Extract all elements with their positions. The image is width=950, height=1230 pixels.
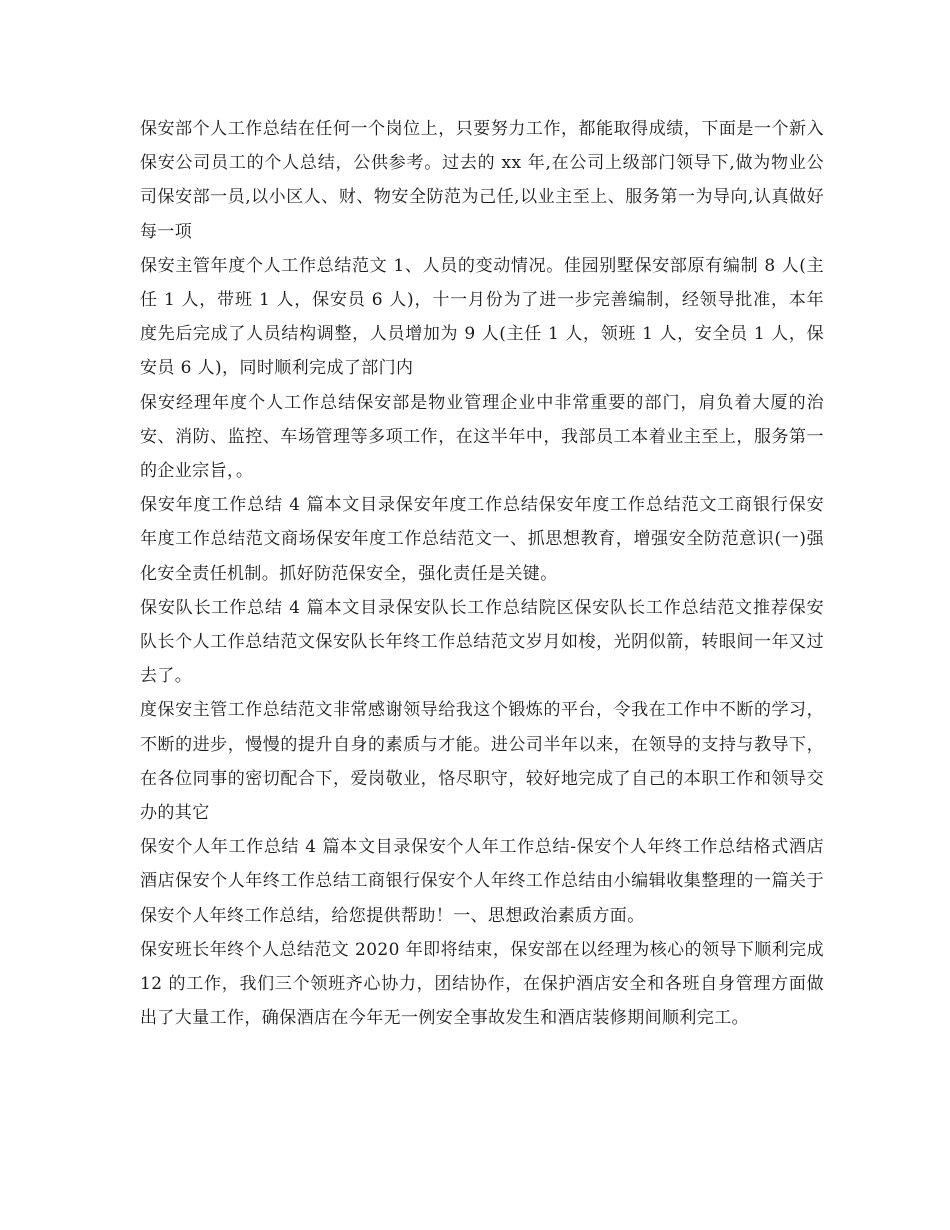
paragraph-8: 保安班长年终个人总结范文 2020 年即将结束，保安部在以经理为核心的领导下顺利完成 12 的工作，我们三个领班齐心协力，团结协作，在保护酒店安全和各班自身管理方面做出了大量工作，确保酒店在今年无一例安全事故发生和酒店装修期间顺利完工。 [140,939,824,1029]
document-body [140,112,824,1035]
paragraph-2: 保安主管年度个人工作总结范文 1、人员的变动情况。佳园别墅保安部原有编制 8 人(主任 1 人，带班 1 人，保安员 6 人)，十一月份为了进一步完善编制，经领导批准，本年度先后完成了人员结构调整，人员增加为 9 人(主任 1 人，领班 1 人，安全员 1 人，保安员 6 人)，同时顺利完成了部门内 [140,255,824,379]
paragraph-1: 保安部个人工作总结在任何一个岗位上，只要努力工作，都能取得成绩，下面是一个新入保安公司员工的个人总结，公供参考。过去的 xx 年,在公司上级部门领导下,做为物业公司保安部一员,以小区人、财、物安全防范为己任,以业主至上、服务第一为导向,认真做好每一项 [140,119,824,242]
paragraph-6: 度保安主管工作总结范文非常感谢领导给我这个锻炼的平台，令我在工作中不断的学习，不断的进步，慢慢的提升自身的素质与才能。进公司半年以来，在领导的支持与教导下，在各位同事的密切配合下，爱岗敬业，恪尽职守，较好地完成了自己的本职工作和领导交办的其它 [140,700,824,824]
paragraph-7: 保安个人年工作总结 4 篇本文目录保安个人年工作总结-保安个人年终工作总结格式酒店酒店保安个人年终工作总结工商银行保安个人年终工作总结由小编辑收集整理的一篇关于保安个人年终工作总结，给您提供帮助！一、思想政治素质方面。 [140,837,824,926]
paragraph-5: 保安队长工作总结 4 篇本文目录保安队长工作总结院区保安队长工作总结范文推荐保安队长个人工作总结范文保安队长年终工作总结范文岁月如梭，光阴似箭，转眼间一年又过去了。 [140,597,824,687]
paragraph-3: 保安经理年度个人工作总结保安部是物业管理企业中非常重要的部门，肩负着大厦的治安、消防、监控、车场管理等多项工作，在这半年中，我部员工本着业主至上，服务第一的企业宗旨，。 [140,392,824,482]
paragraph-4: 保安年度工作总结 4 篇本文目录保安年度工作总结保安年度工作总结范文工商银行保安年度工作总结范文商场保安年度工作总结范文一、抓思想教育，增强安全防范意识(一)强化安全责任机制。抓好防范保安全，强化责任是关键。 [140,495,824,584]
